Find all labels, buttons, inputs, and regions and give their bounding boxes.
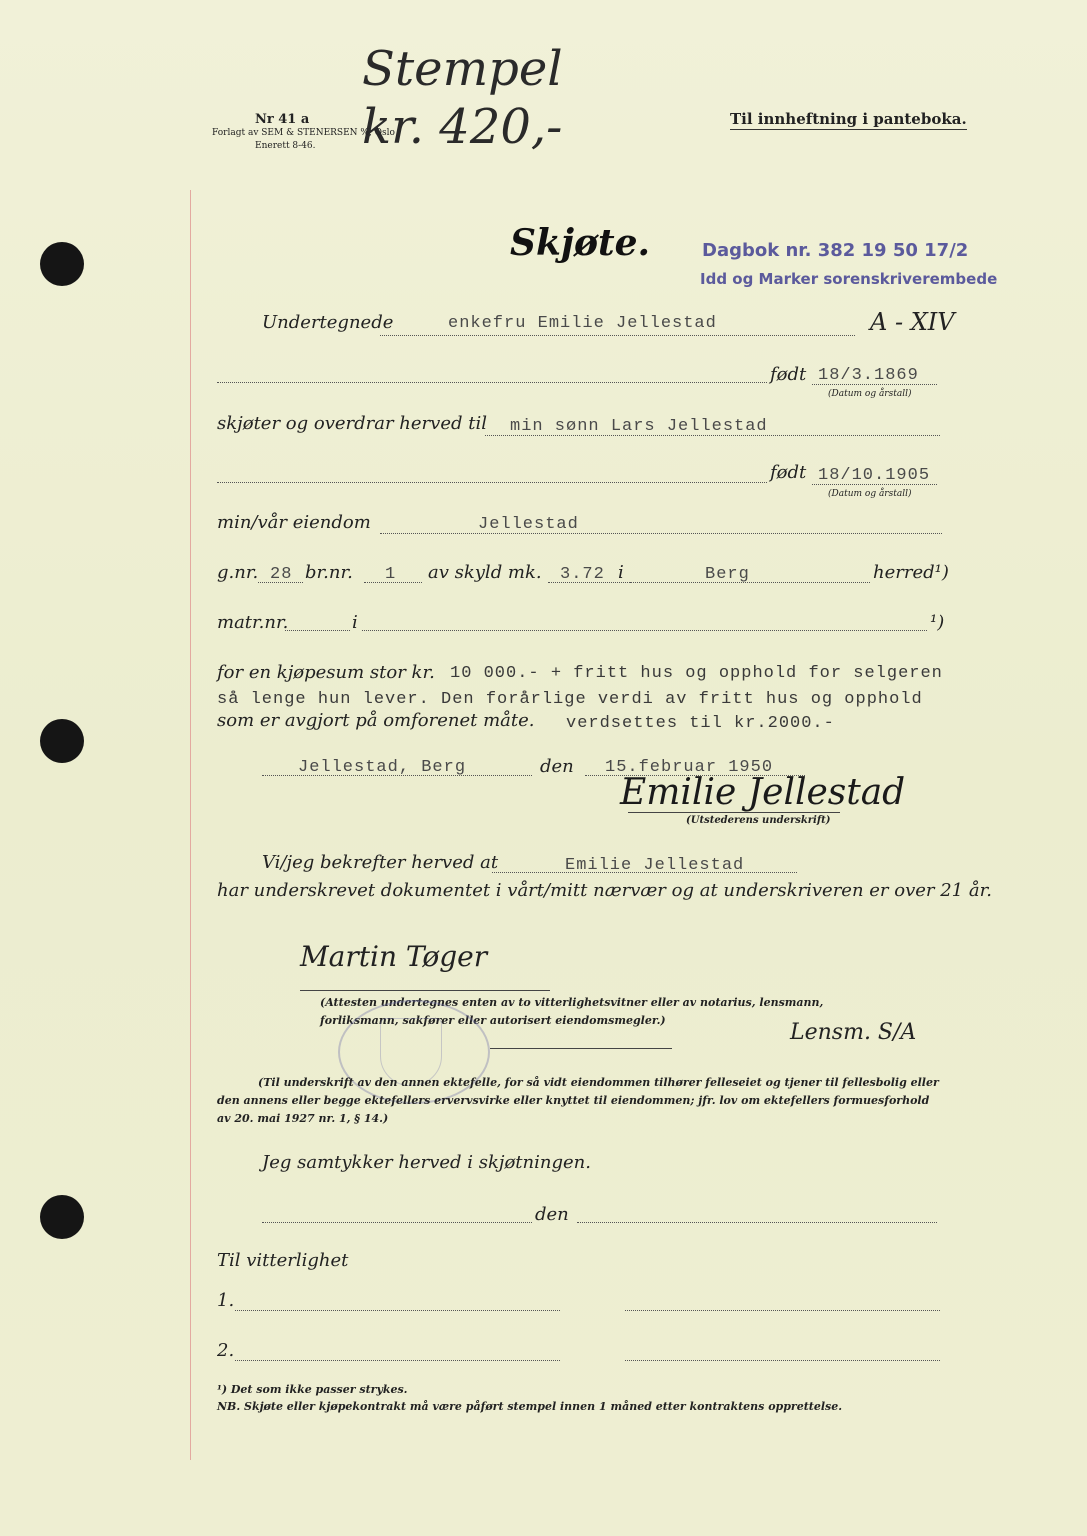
fodt1-value: 18/3.1869	[818, 366, 919, 385]
margin-rule	[190, 190, 191, 1460]
kjopesum-line3-value: verdsettes til kr.2000.-	[566, 714, 835, 733]
spouse-note-line1: (Til underskrift av den annen ektefelle, for så vidt eiendommen tilhører felleseiet og tjener til fellesbolig eller	[258, 1076, 939, 1089]
den2-label: den	[535, 1204, 569, 1225]
kjopesum-line1: 10 000.- + fritt hus og opphold for selgeren	[450, 664, 943, 683]
place-value: Jellestad, Berg	[298, 758, 467, 777]
gnr-value: 28	[270, 565, 293, 584]
undertegnede-value: enkefru Emilie Jellestad	[448, 314, 717, 333]
brnr-label: br.nr.	[305, 562, 353, 583]
matr-i: i	[352, 612, 358, 633]
bekrefter-value: Emilie Jellestad	[565, 856, 745, 875]
binder-hole-middle	[40, 719, 84, 763]
fodt1-label: født	[770, 364, 807, 385]
registration-stamp-line2: Idd og Marker sorenskriverembede	[700, 270, 998, 288]
binding-note: Til innheftning i panteboka.	[730, 110, 967, 128]
registration-stamp-line1: Dagbok nr. 382 19 50 17/2	[702, 240, 969, 261]
binder-hole-top	[40, 242, 84, 286]
form-number: Nr 41 a	[255, 112, 310, 127]
publisher-line: Forlagt av SEM & STENERSEN %, Oslo	[212, 128, 395, 138]
den-label: den	[540, 756, 574, 777]
signature-caption: (Utstederens underskrift)	[686, 815, 831, 826]
undertegnede-label: Undertegnede	[262, 312, 394, 333]
binder-hole-bottom	[40, 1195, 84, 1239]
bekrefter-label: Vi/jeg bekrefter herved at	[262, 852, 499, 873]
herred-label: herred¹)	[873, 562, 949, 583]
handwritten-stamp-fee: Stempel kr. 420,-	[362, 41, 563, 155]
eiendom-label: min/vår eiendom	[217, 512, 371, 533]
matr-label: matr.nr.	[217, 612, 289, 633]
brnr-value: 1	[385, 565, 397, 584]
issuer-signature: Emilie Jellestad	[620, 772, 906, 813]
kjopesum-line3-label: som er avgjort på omforenet måte.	[217, 710, 535, 731]
fodt2-value: 18/10.1905	[818, 466, 931, 485]
bekrefter-line2: har underskrevet dokumentet i vårt/mitt nærvær og at underskriveren er over 21 år.	[217, 880, 992, 901]
consent-text: Jeg samtykker herved i skjøtningen.	[262, 1152, 591, 1173]
lensmann-initials: Lensm. S/A	[790, 1020, 917, 1045]
registration-reference: A - XIV	[870, 308, 955, 336]
datum-note-2: (Datum og årstall)	[828, 489, 912, 499]
kjopesum-line2: så lenge hun lever. Den forårlige verdi av fritt hus og opphold	[217, 690, 923, 709]
matr-suffix: ¹)	[930, 612, 945, 633]
skyld-value: 3.72	[560, 565, 605, 584]
i-label: i	[618, 562, 624, 583]
skyld-label: av skyld mk.	[428, 562, 542, 583]
vitterlighet-label: Til vitterlighet	[217, 1250, 349, 1271]
witness-2-label: 2.	[217, 1340, 235, 1361]
fodt2-label: født	[770, 462, 807, 483]
skjoter-value: min sønn Lars Jellestad	[510, 417, 768, 436]
exclusive-date: Enerett 8-46.	[255, 141, 316, 151]
gnr-label: g.nr.	[217, 562, 259, 583]
skjoter-label: skjøter og overdrar herved til	[217, 413, 487, 434]
footnote-2: NB. Skjøte eller kjøpekontrakt må være påført stempel innen 1 måned etter kontraktens opprettelse.	[217, 1400, 843, 1413]
document-title: Skjøte.	[510, 222, 651, 264]
date-value: 15.februar 1950	[605, 758, 774, 777]
spouse-note-line2: den annens eller begge ektefellers ervervsvirke eller knyttet til eiendommen; jfr. lov om ektefellers formuesforhold	[217, 1094, 930, 1107]
datum-note-1: (Datum og årstall)	[828, 389, 912, 399]
attest-line2: forliksmann, sakfører eller autorisert eiendomsmegler.)	[320, 1014, 666, 1027]
witness-1-label: 1.	[217, 1290, 235, 1311]
witness-signature: Martin Tøger	[300, 940, 488, 973]
kjopesum-label: for en kjøpesum stor kr.	[217, 662, 435, 683]
eiendom-value: Jellestad	[478, 515, 579, 534]
footnote-1: ¹) Det som ikke passer strykes.	[217, 1383, 408, 1396]
herred-value: Berg	[705, 565, 750, 584]
spouse-note-line3: av 20. mai 1927 nr. 1, § 14.)	[217, 1112, 389, 1125]
attest-line1: (Attesten undertegnes enten av to vitterlighetsvitner eller av notarius, lensmann,	[320, 996, 824, 1009]
